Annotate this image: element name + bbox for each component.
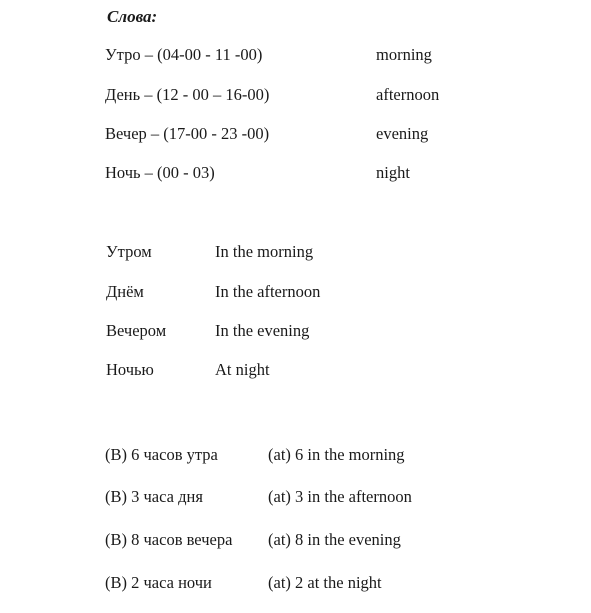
adverb-ru: Днём [106,282,144,301]
adverb-ru: Утром [106,242,152,261]
clock-phrase-ru: (В) 8 часов вечера [105,530,233,549]
clock-phrase-ru: (В) 2 часа ночи [105,573,212,592]
clock-phrase-en: (at) 8 in the evening [268,530,401,549]
adverb-ru: Вечером [106,321,167,340]
times-of-day-ru: День – (12 - 00 – 16-00) [105,85,270,104]
clock-phrase-en: (at) 2 at the night [268,573,382,592]
times-of-day-en: morning [376,45,432,64]
adverb-ru: Ночью [106,360,154,379]
heading: Слова: [107,7,158,26]
clock-phrase-ru: (В) 3 часа дня [105,487,203,506]
times-of-day-ru: Утро – (04-00 - 11 -00) [105,45,263,64]
clock-phrase-en: (at) 3 in the afternoon [268,487,412,506]
adverb-en: At night [215,360,270,379]
times-of-day-en: afternoon [376,85,440,104]
times-of-day-en: evening [376,124,429,143]
adverb-en: In the evening [215,321,310,340]
times-of-day-ru: Вечер – (17-00 - 23 -00) [105,124,270,143]
adverb-en: In the afternoon [215,282,321,301]
times-of-day-en: night [376,163,410,182]
clock-phrase-ru: (В) 6 часов утра [105,445,218,464]
adverb-en: In the morning [215,242,314,261]
clock-phrase-en: (at) 6 in the morning [268,445,405,464]
times-of-day-ru: Ночь – (00 - 03) [105,163,215,182]
